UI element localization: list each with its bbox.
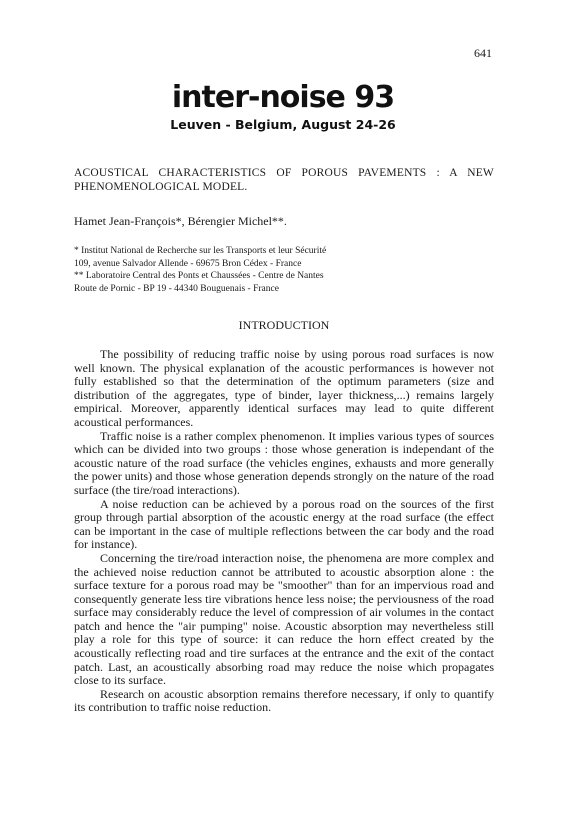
affiliation-line: Route de Pornic - BP 19 - 44340 Bouguenais - France <box>74 283 279 294</box>
author-affiliations <box>74 245 494 295</box>
body-paragraph: Research on acoustic absorption remains therefore necessary, if only to quantify its contribution to traffic noise reduction. <box>74 686 494 715</box>
conference-name: inter-noise 93 <box>171 80 395 115</box>
body-paragraph: Traffic noise is a rather complex phenomenon. It implies various types of sources which can be divided into two groups : those whose generation is independant of the acoustic nature of the road surface (the vehicles engines, exhausts and more generally the power units) and those whose generation depends strongly on the nature of the road surface (the tire/road interactions). <box>74 428 494 497</box>
affiliation-line: 109, avenue Salvador Allende - 69675 Bron Cédex - France <box>74 258 302 269</box>
body-paragraph: Concerning the tire/road interaction noise, the phenomena are more complex and the achieved noise reduction cannot be attributed to acoustic absorption alone : the surface texture for a porous road may be "smoother" than for an impervious road and consequently generate less tire vibrations hence less noise; the perviousness of the road surface may considerably reduce the level of compression of air volumes in the contact patch and hence the "air pumping" noise. Acoustic absorption may nevertheless still play a role for this type of source: it can reduce the horn effect created by the acoustically reflecting road and tire surfaces at the entrance and the exit of the contact patch. Last, an acoustically absorbing road may reduce the noise which propagates close to its surface. <box>74 550 494 688</box>
introduction-body <box>74 348 494 715</box>
body-paragraph: The possibility of reducing traffic noise by using porous road surfaces is now well known. The physical explanation of the acoustic performances is however not fully established so that the determination of the optimum parameters (size and distribution of the aggregates, type of binder, layer thickness,...) remains largely empirical. Moreover, apparently identical surfaces may lead to quite different acoustical performances. <box>74 347 494 429</box>
conference-masthead <box>0 82 566 132</box>
affiliation-line: ** Laboratoire Central des Ponts et Chaussées - Centre de Nantes <box>74 271 324 281</box>
paper-authors: Hamet Jean-François*, Bérengier Michel**. <box>74 214 287 228</box>
page-number: 641 <box>474 46 492 60</box>
section-heading: INTRODUCTION <box>238 318 330 332</box>
paper-title: ACOUSTICAL CHARACTERISTICS OF POROUS PAVEMENTS : A NEW PHENOMENOLOGICAL MODEL. <box>74 167 494 193</box>
conference-place-date: Leuven - Belgium, August 24-26 <box>170 117 396 132</box>
affiliation-line: * Institut National de Recherche sur les Transports et leur Sécurité <box>74 246 327 256</box>
body-paragraph: A noise reduction can be achieved by a porous road on the sources of the first group through partial absorption of the acoustic energy at the road surface (the effect can be important in the case of multiple reflections between the car body and the road for instance). <box>74 496 494 552</box>
paper-content <box>74 166 494 715</box>
